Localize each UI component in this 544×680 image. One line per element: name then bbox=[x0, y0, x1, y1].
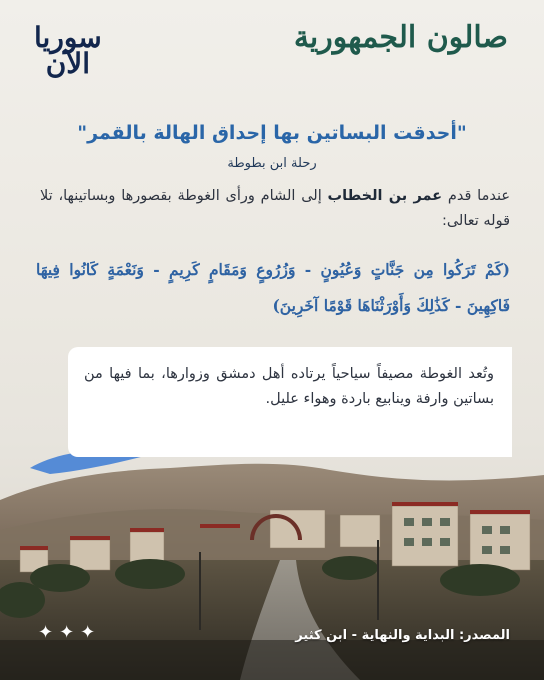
intro-part2: إلى الشام ورأى الغوطة بقصورها وبساتينها، تلا قوله تعالى: bbox=[40, 188, 510, 229]
syria-now-logo bbox=[34, 21, 102, 80]
intro-paragraph bbox=[40, 184, 510, 234]
quran-verse: (كَمْ تَرَكُوا مِن جَنَّاتٍ وَعُيُونٍ - وَزُرُوعٍ وَمَقَامٍ كَرِيمٍ - وَنَعْمَةٍ كَانُوا فِيهَا فَاكِهِينَ - كَذَٰلِكَ وَأَوْرَثْنَاهَا قَوْمًا آخَرِينَ) bbox=[36, 260, 510, 315]
syria-now-logo-line2: الآن bbox=[45, 47, 91, 80]
syria-now-logo-line1: سوريا bbox=[34, 21, 102, 54]
republic-salon-logo: صالون الجمهورية bbox=[293, 20, 508, 55]
page-subtitle: رحلة ابن بطوطة bbox=[227, 156, 317, 171]
intro-name: عمر بن الخطاب bbox=[327, 188, 443, 204]
page-title: "أحدقت البساتين بها إحداق الهالة بالقمر" bbox=[77, 122, 467, 144]
info-card-text: وتُعد الغوطة مصيفاً سياحياً يرتاده أهل دمشق وزوارها، بما فيها من بساتين وارفة وينابيع باردة وهواء عليل. bbox=[84, 366, 494, 407]
sparkle-icon: ✦✦✦ bbox=[38, 622, 102, 643]
source-citation: المصدر: البداية والنهاية - ابن كثير bbox=[295, 628, 510, 643]
intro-part1: عندما قدم bbox=[442, 188, 510, 204]
landscape-photo bbox=[0, 440, 544, 680]
